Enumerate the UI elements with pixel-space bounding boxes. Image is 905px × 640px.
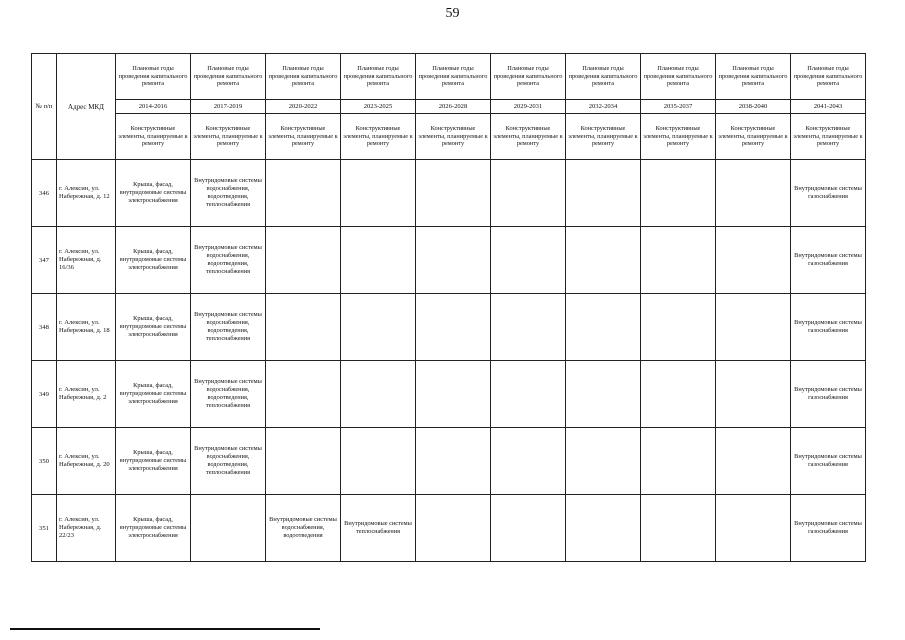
work-cell xyxy=(416,361,491,428)
table-row xyxy=(32,160,866,227)
row-address: г. Алексин, ул. Набережная, д. 2 xyxy=(57,361,116,428)
work-cell xyxy=(416,160,491,227)
work-cell: Внутридомовые системы газоснабжения xyxy=(791,495,866,562)
work-cell xyxy=(416,294,491,361)
work-cell xyxy=(566,294,641,361)
table-row xyxy=(32,294,866,361)
work-cell: Внутридомовые системы теплоснабжения xyxy=(341,495,416,562)
elements-header: Конструктивные элементы, планируемые к ремонту xyxy=(116,114,191,160)
work-cell: Внутридомовые системы водоснабжения, водоотведения, теплоснабжения xyxy=(191,428,266,495)
work-cell: Внутридомовые системы газоснабжения xyxy=(791,361,866,428)
period-years: 2035-2037 xyxy=(641,100,716,114)
work-cell xyxy=(641,361,716,428)
period-header: Плановые годы проведения капитального ремонта xyxy=(491,54,566,100)
work-cell xyxy=(716,294,791,361)
work-cell: Внутридомовые системы газоснабжения xyxy=(791,160,866,227)
elements-header: Конструктивные элементы, планируемые к ремонту xyxy=(341,114,416,160)
work-cell: Внутридомовые системы водоснабжения, водоотведения, теплоснабжения xyxy=(191,160,266,227)
work-cell: Внутридомовые системы газоснабжения xyxy=(791,428,866,495)
elements-header: Конструктивные элементы, планируемые к ремонту xyxy=(491,114,566,160)
period-header: Плановые годы проведения капитального ремонта xyxy=(641,54,716,100)
work-cell xyxy=(341,160,416,227)
period-header: Плановые годы проведения капитального ремонта xyxy=(341,54,416,100)
work-cell xyxy=(491,160,566,227)
work-cell xyxy=(491,428,566,495)
work-cell xyxy=(266,227,341,294)
period-years: 2041-2043 xyxy=(791,100,866,114)
work-cell xyxy=(491,294,566,361)
elements-header: Конструктивные элементы, планируемые к ремонту xyxy=(566,114,641,160)
work-cell: Крыша, фасад, внутридомовые системы электроснабжения xyxy=(116,160,191,227)
row-number: 351 xyxy=(32,495,57,562)
table-row xyxy=(32,227,866,294)
period-header: Плановые годы проведения капитального ремонта xyxy=(191,54,266,100)
work-cell: Крыша, фасад, внутридомовые системы электроснабжения xyxy=(116,294,191,361)
work-cell: Внутридомовые системы водоснабжения, водоотведения, теплоснабжения xyxy=(191,294,266,361)
period-header: Плановые годы проведения капитального ремонта xyxy=(566,54,641,100)
repair-schedule-table xyxy=(31,53,866,562)
work-cell: Внутридомовые системы водоснабжения, водоотведения xyxy=(266,495,341,562)
row-number: 346 xyxy=(32,160,57,227)
work-cell xyxy=(716,160,791,227)
page-number: 59 xyxy=(445,6,460,21)
work-cell xyxy=(266,428,341,495)
table-row xyxy=(32,361,866,428)
footer-rule xyxy=(10,628,320,630)
work-cell xyxy=(566,361,641,428)
period-header: Плановые годы проведения капитального ремонта xyxy=(416,54,491,100)
work-cell xyxy=(566,495,641,562)
period-years: 2032-2034 xyxy=(566,100,641,114)
work-cell xyxy=(191,495,266,562)
work-cell xyxy=(716,227,791,294)
work-cell xyxy=(341,361,416,428)
row-address: г. Алексин, ул. Набережная, д. 20 xyxy=(57,428,116,495)
work-cell xyxy=(266,160,341,227)
work-cell xyxy=(716,495,791,562)
work-cell xyxy=(641,160,716,227)
work-cell: Крыша, фасад, внутридомовые системы электроснабжения xyxy=(116,495,191,562)
work-cell xyxy=(641,495,716,562)
row-number: 349 xyxy=(32,361,57,428)
work-cell xyxy=(491,361,566,428)
row-address: г. Алексин, ул. Набережная, д. 16/36 xyxy=(57,227,116,294)
period-header: Плановые годы проведения капитального ремонта xyxy=(716,54,791,100)
work-cell xyxy=(491,227,566,294)
table-row xyxy=(32,495,866,562)
period-years: 2038-2040 xyxy=(716,100,791,114)
work-cell xyxy=(416,495,491,562)
work-cell xyxy=(566,428,641,495)
row-address: г. Алексин, ул. Набережная, д. 12 xyxy=(57,160,116,227)
row-number: 350 xyxy=(32,428,57,495)
work-cell xyxy=(716,428,791,495)
work-cell xyxy=(566,227,641,294)
period-header: Плановые годы проведения капитального ремонта xyxy=(266,54,341,100)
work-cell xyxy=(341,227,416,294)
elements-header: Конструктивные элементы, планируемые к ремонту xyxy=(266,114,341,160)
period-header: Плановые годы проведения капитального ремонта xyxy=(791,54,866,100)
work-cell: Внутридомовые системы газоснабжения xyxy=(791,227,866,294)
elements-header: Конструктивные элементы, планируемые к ремонту xyxy=(716,114,791,160)
work-cell xyxy=(566,160,641,227)
col-no-header: № п/п xyxy=(32,54,57,160)
work-cell: Крыша, фасад, внутридомовые системы электроснабжения xyxy=(116,428,191,495)
work-cell xyxy=(341,428,416,495)
elements-header: Конструктивные элементы, планируемые к ремонту xyxy=(641,114,716,160)
work-cell: Крыша, фасад, внутридомовые системы электроснабжения xyxy=(116,361,191,428)
col-address-header: Адрес МКД xyxy=(57,54,116,160)
work-cell: Крыша, фасад, внутридомовые системы электроснабжения xyxy=(116,227,191,294)
period-years: 2023-2025 xyxy=(341,100,416,114)
work-cell xyxy=(641,428,716,495)
period-years: 2020-2022 xyxy=(266,100,341,114)
period-years: 2029-2031 xyxy=(491,100,566,114)
row-number: 348 xyxy=(32,294,57,361)
period-header: Плановые годы проведения капитального ремонта xyxy=(116,54,191,100)
work-cell: Внутридомовые системы газоснабжения xyxy=(791,294,866,361)
work-cell xyxy=(266,294,341,361)
row-address: г. Алексин, ул. Набережная, д. 22/23 xyxy=(57,495,116,562)
work-cell xyxy=(641,294,716,361)
work-cell xyxy=(416,428,491,495)
work-cell: Внутридомовые системы водоснабжения, водоотведения, теплоснабжения xyxy=(191,227,266,294)
work-cell xyxy=(641,227,716,294)
elements-header: Конструктивные элементы, планируемые к ремонту xyxy=(416,114,491,160)
work-cell xyxy=(716,361,791,428)
work-cell xyxy=(266,361,341,428)
period-years: 2017-2019 xyxy=(191,100,266,114)
table-row xyxy=(32,428,866,495)
work-cell xyxy=(491,495,566,562)
period-years: 2026-2028 xyxy=(416,100,491,114)
work-cell xyxy=(416,227,491,294)
work-cell: Внутридомовые системы водоснабжения, водоотведения, теплоснабжения xyxy=(191,361,266,428)
elements-header: Конструктивные элементы, планируемые к ремонту xyxy=(191,114,266,160)
row-address: г. Алексин, ул. Набережная, д. 18 xyxy=(57,294,116,361)
row-number: 347 xyxy=(32,227,57,294)
work-cell xyxy=(341,294,416,361)
period-years: 2014-2016 xyxy=(116,100,191,114)
elements-header: Конструктивные элементы, планируемые к ремонту xyxy=(791,114,866,160)
